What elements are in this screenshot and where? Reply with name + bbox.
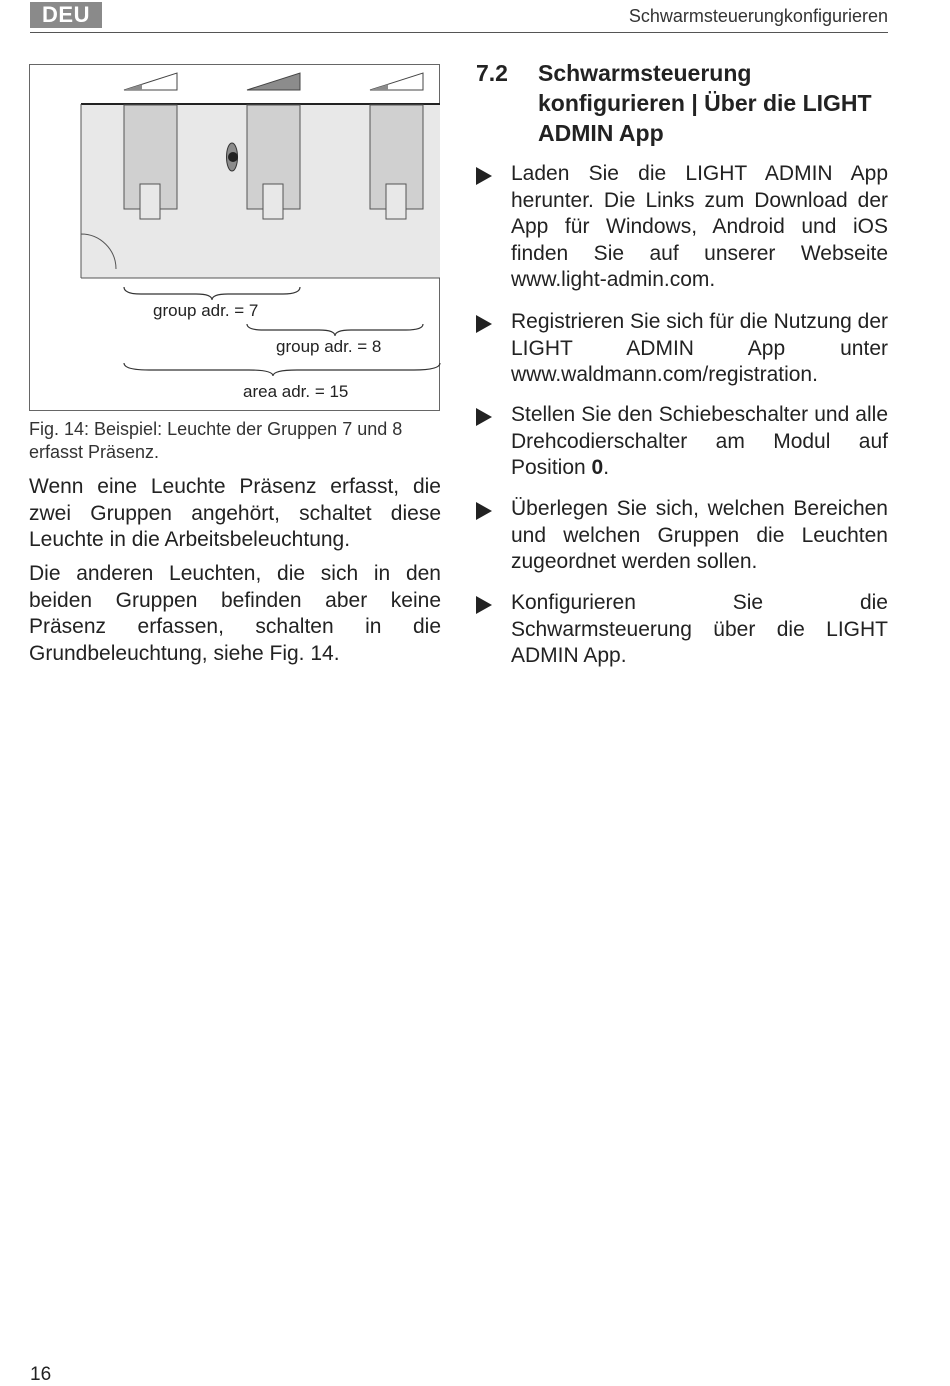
bullet-arrow-icon: [476, 315, 492, 333]
bullet-arrow-icon: [476, 408, 492, 426]
section-title: Schwarmsteuerung konfigurieren | Über die LIGHT ADMIN App: [538, 60, 872, 146]
language-badge: DEU: [30, 2, 102, 28]
section-number: 7.2: [476, 60, 508, 86]
group7-label: group adr. = 7: [153, 301, 259, 320]
step-text-end: .: [603, 456, 610, 479]
step-text: Laden Sie die LIGHT ADMIN App herunter. Die Links zum Download der App für Windows, Android und iOS finden Sie auf unserer Webseite www.light-admin.com.: [511, 162, 888, 291]
step-text: Registrieren Sie sich für die Nutzung der LIGHT ADMIN App unter www.waldmann.com/registration.: [511, 310, 889, 386]
figure-caption: Fig. 14: Beispiel: Leuchte der Gruppen 7 und 8 erfasst Präsenz.: [29, 419, 403, 462]
step-text: Überlegen Sie sich, welchen Bereichen und welchen Gruppen die Leuchten zugeordnet werden sollen.: [511, 497, 888, 573]
paragraph-2: Die anderen Leuchten, die sich in den beiden Gruppen befinden aber keine Präsenz erfassen, schalten in die Grundbeleuchtung, siehe Fig. 14.: [29, 562, 441, 665]
step-text: [511, 402, 888, 482]
step-text-main: Stellen Sie den Schiebeschalter und alle Drehcodierschalter am Modul auf Position: [511, 403, 888, 479]
position-value: 0: [591, 456, 604, 479]
header-divider: [30, 32, 888, 33]
bullet-arrow-icon: [476, 502, 492, 520]
person-icon: [227, 143, 239, 171]
page-number: 16: [30, 1364, 52, 1385]
bullet-arrow-icon: [476, 167, 492, 185]
step-text: Konfigurieren Sie die Schwarmsteuerung über die LIGHT ADMIN App.: [511, 591, 888, 667]
workstation-1: [124, 105, 177, 219]
area-label: area adr. = 15: [243, 382, 349, 401]
bullet-arrow-icon: [476, 596, 492, 614]
group8-label: group adr. = 8: [276, 337, 382, 356]
paragraph-1: Wenn eine Leuchte Präsenz erfasst, die zwei Gruppen angehört, schaltet diese Leuchte in die Arbeitsbeleuchtung.: [29, 475, 441, 551]
workstation-3: [370, 105, 423, 219]
figure-14-diagram: [29, 64, 439, 410]
running-title: Schwarmsteuerungkonfigurieren: [628, 6, 888, 26]
workstation-2: [247, 105, 300, 219]
